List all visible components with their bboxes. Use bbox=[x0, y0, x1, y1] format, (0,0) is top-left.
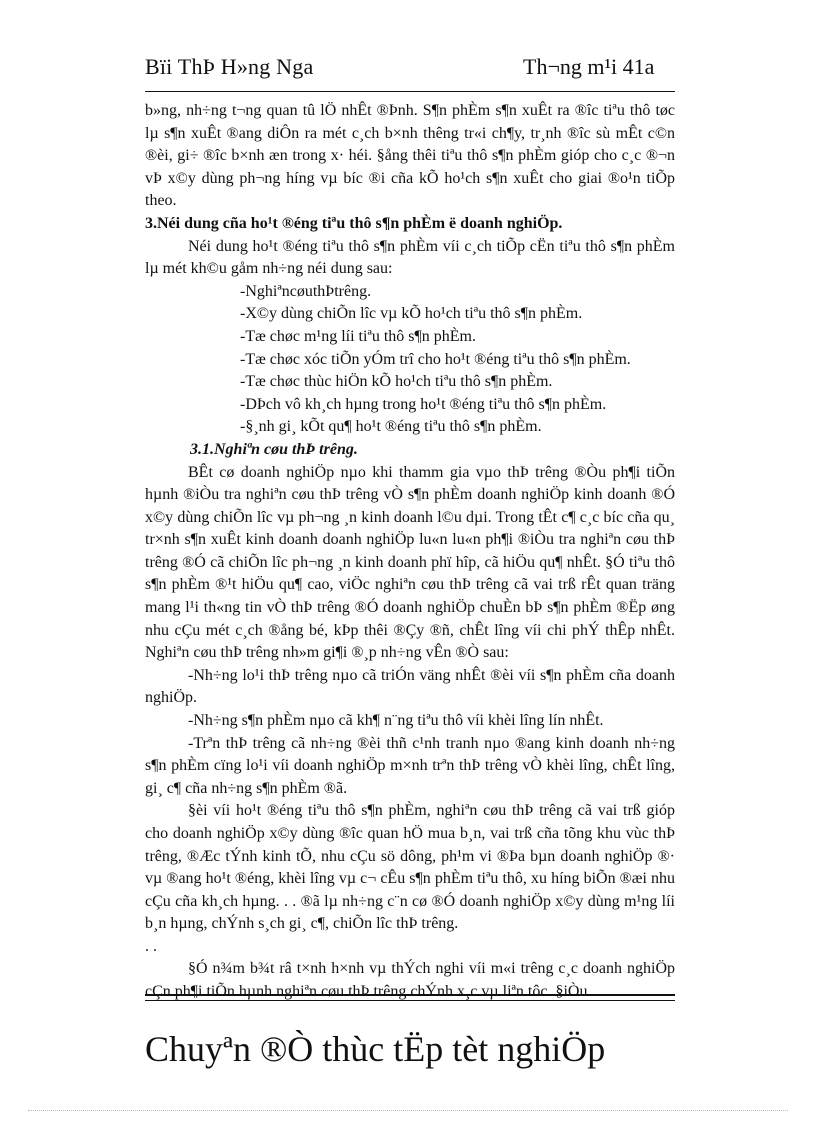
paragraph-market-research: BÊt cø doanh nghiÖp nµo khi thamm gia vµo thÞ trêng ®Òu ph¶i tiÕn hµnh ®iÒu tra nghiªn cøu thÞ trêng vÒ s¶n phÈm doanh nghiÖp kinh doanh ®Ó x©y dùng chiÕn lîc vµ ph¬ng ¸n kinh doanh l©u dµi. Trong tÊt c¶ c¸c bíc cña qu¸ tr×nh s¶n xuÊt kinh doanh doanh nghiÖp lu«n lu«n ph¶i ®iÒu tra nghiªn cøu thÞ trêng ®Ó cã chiÕn lîc ph¬ng ¸n kinh doanh phï hîp, cã hiÖu qu¶ nhÊt. §Ó tiªu thô s¶n phÈm ®¹t hiÖu qu¶ cao, viÖc nghiªn cøu thÞ trêng cã vai trß rÊt quan träng mang l¹i th«ng tin vÒ thÞ trêng ®Ó doanh nghiÖp chuÈn bÞ s¶n phÈm ®Ëp øng nhu cÇu mét c¸ch ®ång bé, kÞp thêi ®Çy ®ñ, chÊt lîng víi chi phÝ thÊp nhÊt. Nghiªn cøu thÞ trêng nh»m gi¶i ®¸p nh÷ng vÊn ®Ò sau: bbox=[145, 463, 675, 662]
paragraph-intro: b»ng, nh÷ng t¬ng quan tû lÖ nhÊt ®Þnh. S¶n phÈm s¶n xuÊt ra ®îc tiªu thô tøc lµ s¶n xuÊt ®ang diÔn ra mét c¸ch b×nh thêng tr«i ch¶y, tr¸nh ®îc sù mÊt c©n ®èi, gi÷ ®îc b×nh æn trong x· héi. §ång thêi tiªu thô s¶n phÈm gióp cho c¸c ®¬n vÞ x©y dùng ph¬ng híng vµ bíc ®i cña kÕ ho¹ch s¶n xuÊt cho giai ®o¹n tiÕp theo. bbox=[145, 102, 675, 210]
footer-title: Chuyªn ®Ò thùc tËp tèt nghiÖp bbox=[145, 1029, 606, 1069]
list-item: -Tæ chøc m¹ng líi tiªu thô s¶n phÈm. bbox=[240, 327, 476, 345]
header-rule bbox=[145, 91, 675, 92]
paragraph-market-question-2: -Nh÷ng s¶n phÈm nµo cã kh¶ n¨ng tiªu thô víi khèi lîng lín nhÊt. bbox=[188, 712, 604, 730]
paragraph-market-question-3: -Trªn thÞ trêng cã nh÷ng ®èi thñ c¹nh tranh nµo ®ang kinh doanh nh÷ng s¶n phÈm cïng lo¹i víi doanh nghiÖp m×nh trªn thÞ trêng vÒ khèi lîng, chÊt lîng, gi¸ c¶ cña nh÷ng s¶n phÈm ®ã. bbox=[145, 734, 675, 797]
ellipsis-line: . . bbox=[145, 937, 157, 955]
list-item: -§¸nh gi¸ kÕt qu¶ ho¹t ®éng tiªu thô s¶n phÈm. bbox=[240, 418, 542, 436]
content-list bbox=[145, 281, 675, 439]
footer-rule-thin bbox=[145, 1000, 675, 1001]
subsection-heading-3-1: 3.1.Nghiªn cøu thÞ trêng. bbox=[190, 440, 358, 458]
paragraph-content: Néi dung ho¹t ®éng tiªu thô s¶n phÈm víi c¸ch tiÕp cËn tiªu thô s¶n phÈm lµ mét kh©u gåm nh÷ng néi dung sau: bbox=[145, 237, 675, 278]
list-item: -DÞch vô kh¸ch hµng trong ho¹t ®éng tiªu thô s¶n phÈm. bbox=[240, 395, 607, 413]
header-class-label: Th¬ng m¹i 41a bbox=[523, 54, 655, 79]
page-bottom-border bbox=[28, 1110, 788, 1111]
page-header bbox=[145, 54, 675, 88]
section-heading-3: 3.Néi dung cña ho¹t ®éng tiªu thô s¶n phÈm ë doanh nghiÖp. bbox=[145, 214, 563, 232]
list-item: -Tæ chøc thùc hiÖn kÕ ho¹ch tiªu thô s¶n phÈm. bbox=[240, 373, 553, 391]
list-item: -Tæ chøc xóc tiÕn yÓm trî cho ho¹t ®éng tiªu thô s¶n phÈm. bbox=[240, 350, 631, 368]
paragraph-market-role: §èi víi ho¹t ®éng tiªu thô s¶n phÈm, nghiªn cøu thÞ trêng cã vai trß gióp cho doanh nghiÖp x©y dùng ®îc quan hÖ mua b¸n, vai trß cña tõng khu vùc thÞ trêng, ®Æc tÝnh kinh tÕ, nhu cÇu sö dông, ph¹m vi ®Þa bµn doanh nghiÖp ®· vµ ®ang ho¹t ®éng, khèi lîng vµ c¬ cÊu s¶n phÈm tiªu thô, xu híng biÕn ®æi nhu cÇu cña kh¸ch hµng. . . ®ã lµ nh÷ng c¨n cø ®Ó doanh nghiÖp x©y dùng m¹ng líi b¸n hµng, chÝnh s¸ch gi¸ c¶, chiÕn lîc thÞ trêng. bbox=[145, 802, 675, 933]
list-item: -X©y dùng chiÕn lîc vµ kÕ ho¹ch tiªu thô s¶n phÈm. bbox=[240, 305, 583, 323]
paragraph-market-continuation: §Ó n¾m b¾t râ t×nh h×nh vµ thÝch nghi víi m«i trêng c¸c doanh nghiÖp cÇn ph¶i tiÕn hµnh nghiªn cøu thÞ trêng chÝnh x¸c vµ liªn tôc. §iÒu bbox=[145, 959, 675, 1000]
header-author: Bïi ThÞ H»ng Nga bbox=[145, 54, 314, 79]
paragraph-market-question-1: -Nh÷ng lo¹i thÞ trêng nµo cã triÓn väng nhÊt ®èi víi s¶n phÈm cña doanh nghiÖp. bbox=[145, 666, 675, 707]
document-body bbox=[145, 100, 675, 1003]
list-item: -NghiªncøuthÞtrêng. bbox=[240, 282, 372, 300]
footer-rule-thick bbox=[145, 994, 675, 996]
